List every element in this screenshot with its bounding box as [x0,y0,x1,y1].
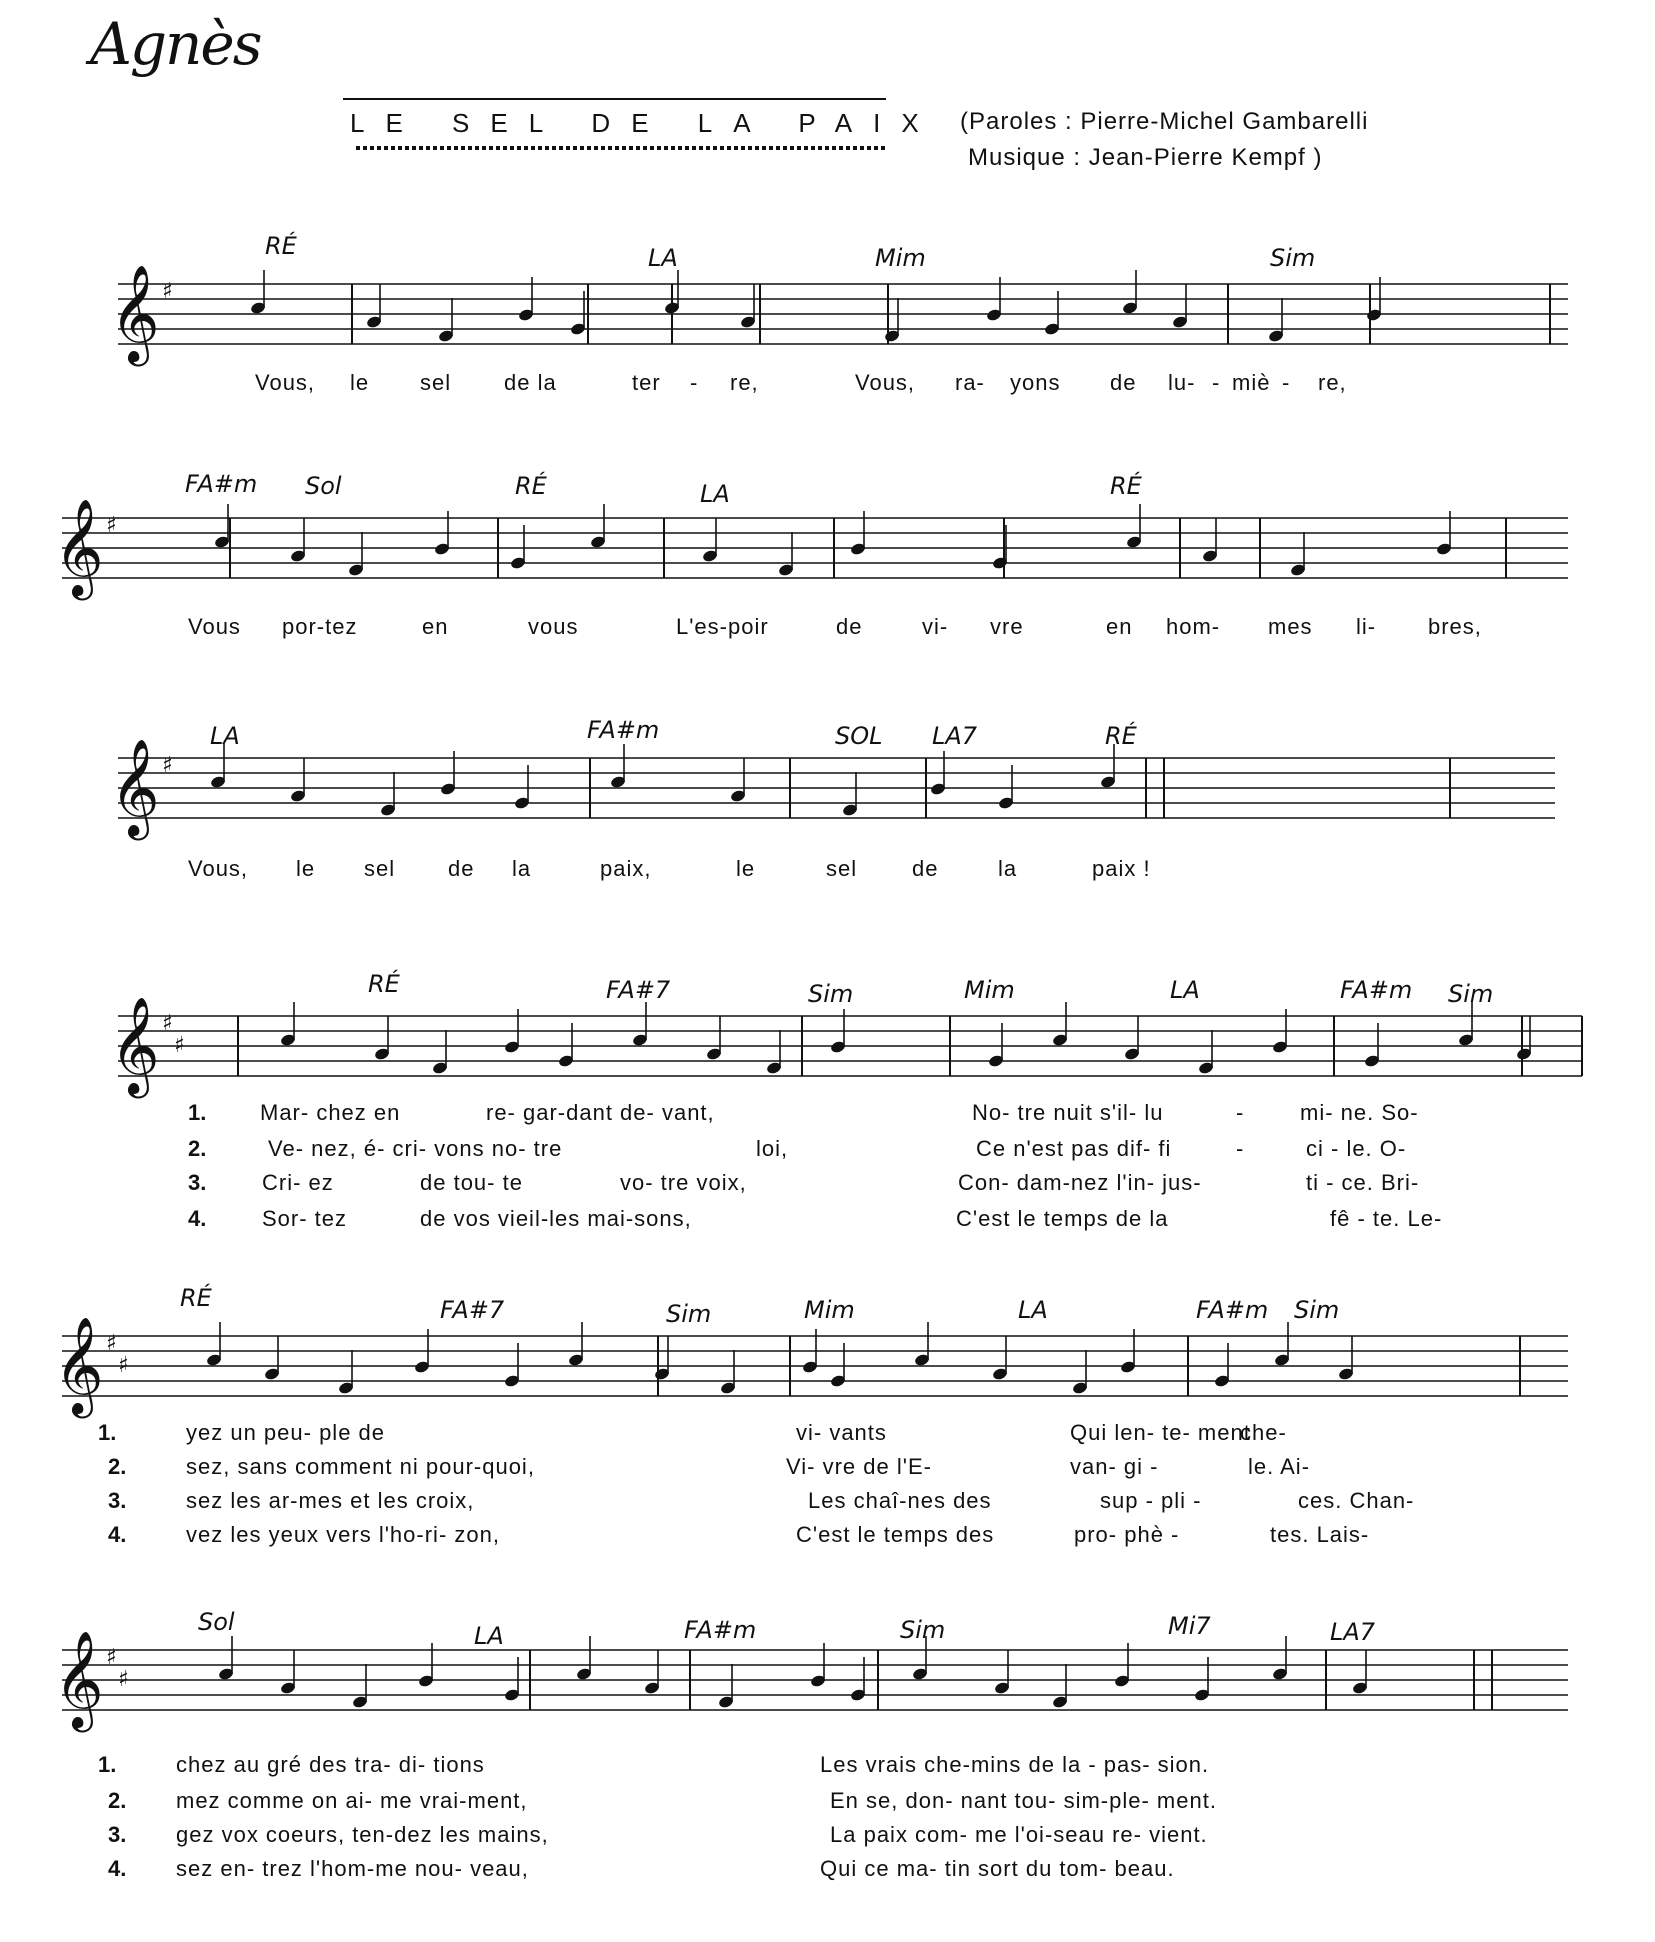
lyric: re- gar-dant de- vant, [486,1100,715,1125]
lyric: Vous, [188,856,249,881]
lyric: le. Ai- [1248,1454,1311,1479]
lyric: Vous, [255,370,316,395]
lyric: de [448,856,475,881]
lyric: hom- [1166,614,1221,639]
lyric: Cri- ez [262,1170,334,1195]
lyric: Sor- tez [262,1206,348,1231]
lyric: Vous, [855,370,916,395]
chord: LA [1170,976,1200,1004]
sharp-icon: ♯ [118,1353,129,1378]
lyric: re, [1318,370,1347,395]
verse-number: 3. [108,1822,127,1847]
lyric: sel [364,856,396,881]
verse-number: 1. [188,1100,207,1125]
chord: Sol [198,1608,235,1636]
sharp-icon: ♯ [162,279,173,304]
chord: Sim [1448,980,1494,1008]
lyric: le [350,370,370,395]
lyric: bres, [1428,614,1482,639]
lyric: la [512,856,532,881]
lyric: vez les yeux vers l'ho-ri- zon, [186,1522,500,1547]
lyric: sez les ar-mes et les croix, [186,1488,475,1513]
sharp-icon: ♯ [106,1645,117,1670]
chord: FA#7 [440,1296,505,1324]
chord: Mim [964,976,1015,1004]
chord: FA#m [185,470,258,498]
lyric: Les chaî-nes des [808,1488,992,1513]
lyric: chez au gré des tra- di- tions [176,1752,485,1777]
treble-clef-icon: 𝄞 [54,1316,104,1414]
handwritten-name: Agnès [90,10,261,78]
lyric: L'es-poir [676,614,769,639]
chord: RÉ [1105,722,1137,750]
treble-clef-icon: 𝄞 [54,498,104,596]
lyric: che- [1240,1420,1287,1445]
chord: Mim [804,1296,855,1324]
music-credit: Musique : Jean-Pierre Kempf ) [968,144,1323,171]
verse-number: 3. [188,1170,207,1195]
lyric: La paix com- me l'oi-seau re- vient. [830,1822,1208,1847]
lyric: de vos vieil-les mai-sons, [420,1206,692,1231]
chord: LA7 [932,722,978,750]
lyric: pro- phè - [1074,1522,1180,1547]
lyric: Ce n'est pas dif- fi [976,1136,1172,1161]
verse-number: 4. [108,1856,127,1881]
lyric: ci - le. O- [1306,1136,1407,1161]
chord: LA [648,244,678,272]
lyric: sup - pli - [1100,1488,1202,1513]
lyric: vi- vants [796,1420,887,1445]
lyric: paix, [600,856,652,881]
lyric: mes [1268,614,1313,639]
lyric: vi- [922,614,949,639]
lyric: le [736,856,756,881]
verse-number: 4. [108,1522,127,1547]
lyric: en [422,614,449,639]
chord: FA#m [1196,1296,1269,1324]
lyric: ra- [955,370,985,395]
sharp-icon: ♯ [162,1011,173,1036]
lyric: vous [528,614,579,639]
lyric: de la [504,370,557,395]
lyric: ces. Chan- [1298,1488,1415,1513]
verse-number: 1. [98,1420,117,1445]
lyric: En se, don- nant tou- sim-ple- ment. [830,1788,1217,1813]
lyric: Ve- nez, é- cri- vons no- tre [268,1136,563,1161]
verse-number: 2. [108,1454,127,1479]
chord: Sim [1294,1296,1340,1324]
chord: RÉ [1110,472,1142,500]
lyric: tes. Lais- [1270,1522,1370,1547]
lyric: C'est le temps de la [956,1206,1169,1231]
sharp-icon: ♯ [162,753,173,778]
chord: Sol [305,472,342,500]
verse-number: 4. [188,1206,207,1231]
treble-clef-icon: 𝄞 [110,738,160,836]
chord: LA [1018,1296,1048,1324]
chord: LA7 [1330,1618,1376,1646]
verse-number: 2. [108,1788,127,1813]
chord: FA#m [1340,976,1413,1004]
lyric: re, [730,370,759,395]
lyric: yez un peu- ple de [186,1420,386,1445]
lyric: van- gi - [1070,1454,1159,1479]
lyric: de [1110,370,1137,395]
chord: FA#m [587,716,660,744]
verse-number: 1. [98,1752,117,1777]
song-title: LE SEL DE LA PAIX [350,108,940,138]
chord: LA [700,480,730,508]
lyric: de tou- te [420,1170,523,1195]
lyric: sez, sans comment ni pour-quoi, [186,1454,535,1479]
chord: RÉ [368,970,400,998]
chord: Sim [666,1300,712,1328]
lyric: Qui ce ma- tin sort du tom- beau. [820,1856,1175,1881]
lyric: C'est le temps des [796,1522,995,1547]
treble-clef-icon: 𝄞 [54,1630,104,1728]
lyric: en [1106,614,1133,639]
verse-number: 3. [108,1488,127,1513]
lyric: vre [990,614,1024,639]
lyric: sel [420,370,452,395]
chord: Sim [900,1616,946,1644]
chord: FA#m [684,1616,757,1644]
lyric: Vous [188,614,241,639]
lyric: paix ! [1092,856,1151,881]
chord: SOL [835,722,883,750]
lyric: mi- ne. So- [1300,1100,1419,1125]
lyric: ter [632,370,661,395]
lyric: le [296,856,316,881]
lyric: sez en- trez l'hom-me nou- veau, [176,1856,529,1881]
lyric: - [1212,370,1221,395]
verse-number: 2. [188,1136,207,1161]
chord: Sim [1270,244,1316,272]
lyric: li- [1356,614,1377,639]
sharp-icon: ♯ [106,1331,117,1356]
lyrics-credit: (Paroles : Pierre-Michel Gambarelli [960,108,1369,135]
lyric: loi, [756,1136,789,1161]
lyric: vo- tre voix, [620,1170,747,1195]
lyric: Les vrais che-mins de la - pas- sion. [820,1752,1210,1777]
lyric: Con- dam-nez l'in- jus- [958,1170,1202,1195]
lyric: sel [826,856,858,881]
treble-clef-icon: 𝄞 [110,996,160,1094]
chord: Mim [875,244,926,272]
lyric: - [1236,1136,1245,1161]
chord: LA [210,722,240,750]
sharp-icon: ♯ [174,1033,185,1058]
lyric: - [690,370,699,395]
lyric: yons [1010,370,1061,395]
lyric: - [1236,1100,1245,1125]
lyric: por-tez [282,614,358,639]
chord: FA#7 [606,976,671,1004]
lyric: Mar- chez en [260,1100,401,1125]
chord: LA [474,1622,504,1650]
lyric: la [998,856,1018,881]
sharp-icon: ♯ [118,1667,129,1692]
lyric: mez comme on ai- me vrai-ment, [176,1788,528,1813]
lyric: de [912,856,939,881]
lyric: No- tre nuit s'il- lu [972,1100,1164,1125]
lyric: de [836,614,863,639]
chord: RÉ [515,472,547,500]
lyric: Vi- vre de l'E- [786,1454,932,1479]
chord: Sim [808,980,854,1008]
lyric: lu- [1168,370,1196,395]
sharp-icon: ♯ [106,513,117,538]
lyric: miè [1232,370,1271,395]
lyric: ti - ce. Bri- [1306,1170,1420,1195]
chord: RÉ [180,1284,212,1312]
lyric: fê - te. Le- [1330,1206,1443,1231]
chord: Mi7 [1168,1612,1211,1640]
chord: RÉ [265,232,297,260]
lyric: gez vox coeurs, ten-dez les mains, [176,1822,549,1847]
lyric: Qui len- te- ment [1070,1420,1251,1445]
lyric: - [1282,370,1291,395]
treble-clef-icon: 𝄞 [110,264,160,362]
